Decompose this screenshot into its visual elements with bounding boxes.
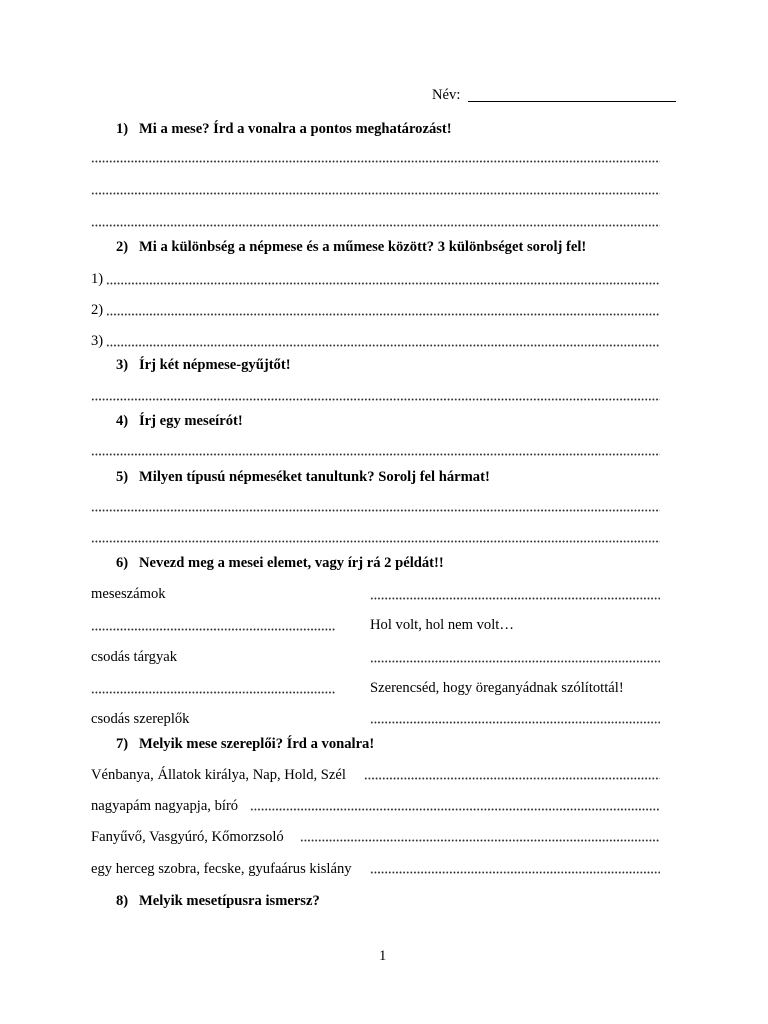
q7-characters: Vénbanya, Állatok királya, Nap, Hold, Szél (91, 767, 346, 783)
answer-line[interactable] (91, 453, 660, 456)
question-3-text: Írj két népmese-gyűjtőt! (139, 357, 291, 373)
question-2-number: 2) (116, 239, 129, 255)
answer-line[interactable] (91, 398, 660, 401)
answer-line[interactable] (91, 540, 660, 543)
question-6-text: Nevezd meg a mesei elemet, vagy írj rá 2 példát!! (139, 555, 444, 571)
q7-characters: Fanyűvő, Vasgyúró, Kőmorzsoló (91, 829, 284, 845)
answer-line[interactable] (106, 344, 660, 347)
q6-right-example: Hol volt, hol nem volt… (370, 617, 514, 633)
name-label: Név: (432, 87, 461, 103)
question-7-number: 7) (116, 736, 129, 752)
question-1-text: Mi a mese? Írd a vonalra a pontos meghatározást! (139, 121, 452, 137)
answer-line[interactable] (370, 871, 660, 874)
question-8-number: 8) (116, 893, 129, 909)
answer-line[interactable] (91, 160, 660, 163)
question-4-text: Írj egy meseírót! (139, 413, 243, 429)
question-2-text: Mi a különbség a népmese és a műmese között? 3 különbséget sorolj fel! (139, 239, 587, 255)
q6-right-example: Szerencséd, hogy öreganyádnak szólítottál! (370, 680, 624, 696)
page-number: 1 (379, 948, 387, 964)
answer-line[interactable] (250, 808, 660, 811)
answer-line[interactable] (91, 224, 660, 227)
q7-characters: nagyapám nagyapja, bíró (91, 798, 239, 814)
question-1-number: 1) (116, 121, 129, 137)
q7-characters: egy herceg szobra, fecske, gyufaárus kislány (91, 861, 352, 877)
question-3-number: 3) (116, 357, 129, 373)
q6-left-label: csodás tárgyak (91, 649, 178, 665)
question-6-number: 6) (116, 555, 129, 571)
answer-line[interactable] (370, 597, 660, 600)
question-7-text: Melyik mese szereplői? Írd a vonalra! (139, 736, 375, 752)
answer-line[interactable] (91, 192, 660, 195)
q2-item-label: 1) (91, 271, 104, 287)
question-5-number: 5) (116, 469, 129, 485)
q2-item-label: 3) (91, 333, 104, 349)
answer-line[interactable] (91, 691, 335, 694)
answer-line[interactable] (300, 839, 660, 842)
answer-line[interactable] (370, 721, 660, 724)
answer-line[interactable] (106, 313, 660, 316)
answer-line[interactable] (91, 509, 660, 512)
answer-line[interactable] (370, 660, 660, 663)
question-8-text: Melyik mesetípusra ismersz? (139, 893, 320, 909)
answer-line[interactable] (106, 282, 660, 285)
name-blank-line[interactable] (468, 101, 676, 102)
q2-item-label: 2) (91, 302, 104, 318)
question-4-number: 4) (116, 413, 129, 429)
q6-left-label: meseszámok (91, 586, 166, 602)
answer-line[interactable] (91, 628, 335, 631)
q6-left-label: csodás szereplők (91, 711, 190, 727)
answer-line[interactable] (364, 777, 660, 780)
question-5-text: Milyen típusú népmeséket tanultunk? Sorolj fel hármat! (139, 469, 490, 485)
